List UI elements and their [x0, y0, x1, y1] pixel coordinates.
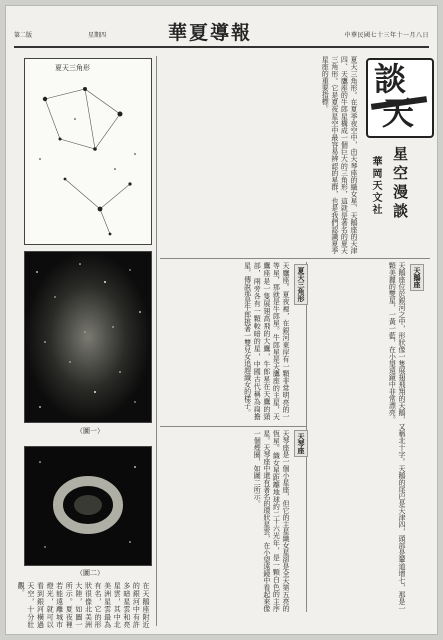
- section-heading-lyra: 天琴座: [294, 430, 308, 457]
- section-heading-summer-triangle: 夏天三角形: [294, 264, 308, 305]
- ring-nebula-photo: [24, 446, 152, 566]
- logo-char-2: 天: [382, 94, 415, 132]
- article-text-right: 夏天三角形。在夏季夜空中，由天琴座的織女星、天鵝座的天津四、天鷹座的牛郎星構成一個巨大的三角形，這就是著名的夏天三角形。它是夏夜星空中最容易辨認的星群，也是我們認識夏季星座的重要指標。: [321, 56, 358, 254]
- page-number: 第二版: [14, 32, 33, 39]
- column-title: 星空漫談: [391, 146, 409, 222]
- photo1-caption: （圖一）: [76, 427, 104, 435]
- map-label: 夏天三角形: [55, 64, 90, 72]
- star-map: [24, 58, 152, 245]
- article-text-lyra: 天琴座是一個小星座，但它的主星織女星卻是全天第五亮的恆星。織女星距離地球約二十六光年，是一顆白色的主序星。天琴座中還有著名的環狀星雲，在小望遠鏡中看起來像一個煙圈，如圖二所示。: [253, 430, 290, 612]
- issue-date: 中華民國七十三年十一月八日: [344, 32, 429, 39]
- section-divider: [160, 258, 430, 259]
- column-rule-left: [156, 56, 157, 626]
- weekday: 星期四: [88, 32, 107, 39]
- ring-nebula-image: [25, 447, 151, 565]
- nebula-photo-image: [25, 252, 151, 422]
- photo2-caption: （圖二）: [76, 569, 104, 577]
- newspaper-title: 華夏導報: [168, 22, 253, 44]
- column-logo: [366, 58, 434, 138]
- section-divider-2: [160, 426, 306, 427]
- article-text-summer-triangle: 天鷹座。夏夜裡，在銀河東岸有一顆非常明亮的一等星，那就是牛郎星。牛郎星是天鷹座的主星，天鷹座是一隻展翅高飛的大鷹，牛郎星在天鷹的頸部，兩旁各有一顆較暗的星，中國古代稱為扁擔星，傳說那是牛郎挑著一雙兒女追趕織女的樣子。: [243, 262, 290, 420]
- section-heading-cygnus: 天鵝座: [410, 264, 424, 291]
- article-text-left: 在天鵝座附近的銀河中有許多暗星雲和亮星雲，其中北美洲星雲最為有名，它的形狀很像北美洲大陸，如圖一所示。夏夜裡若能遠離城市燈光，就可以看到銀河橫過天空，十分壯觀。: [17, 582, 150, 628]
- logo-char-1: 談: [374, 60, 407, 98]
- nebula-photo: [24, 251, 152, 423]
- article-text-cygnus: 天鵝座位於銀河之中，形狀像一隻展翅飛翔的天鵝，又稱北十字。天鵝的尾巴是天津四，頭部是輦道增七，那是一顆美麗的雙星，一黃一藍，在小望遠鏡中非常漂亮。: [388, 262, 406, 612]
- star-map-drawing: [25, 59, 151, 244]
- column-byline: 華岡天文社: [370, 156, 381, 216]
- masthead: [14, 18, 429, 48]
- newspaper-page: [6, 6, 437, 634]
